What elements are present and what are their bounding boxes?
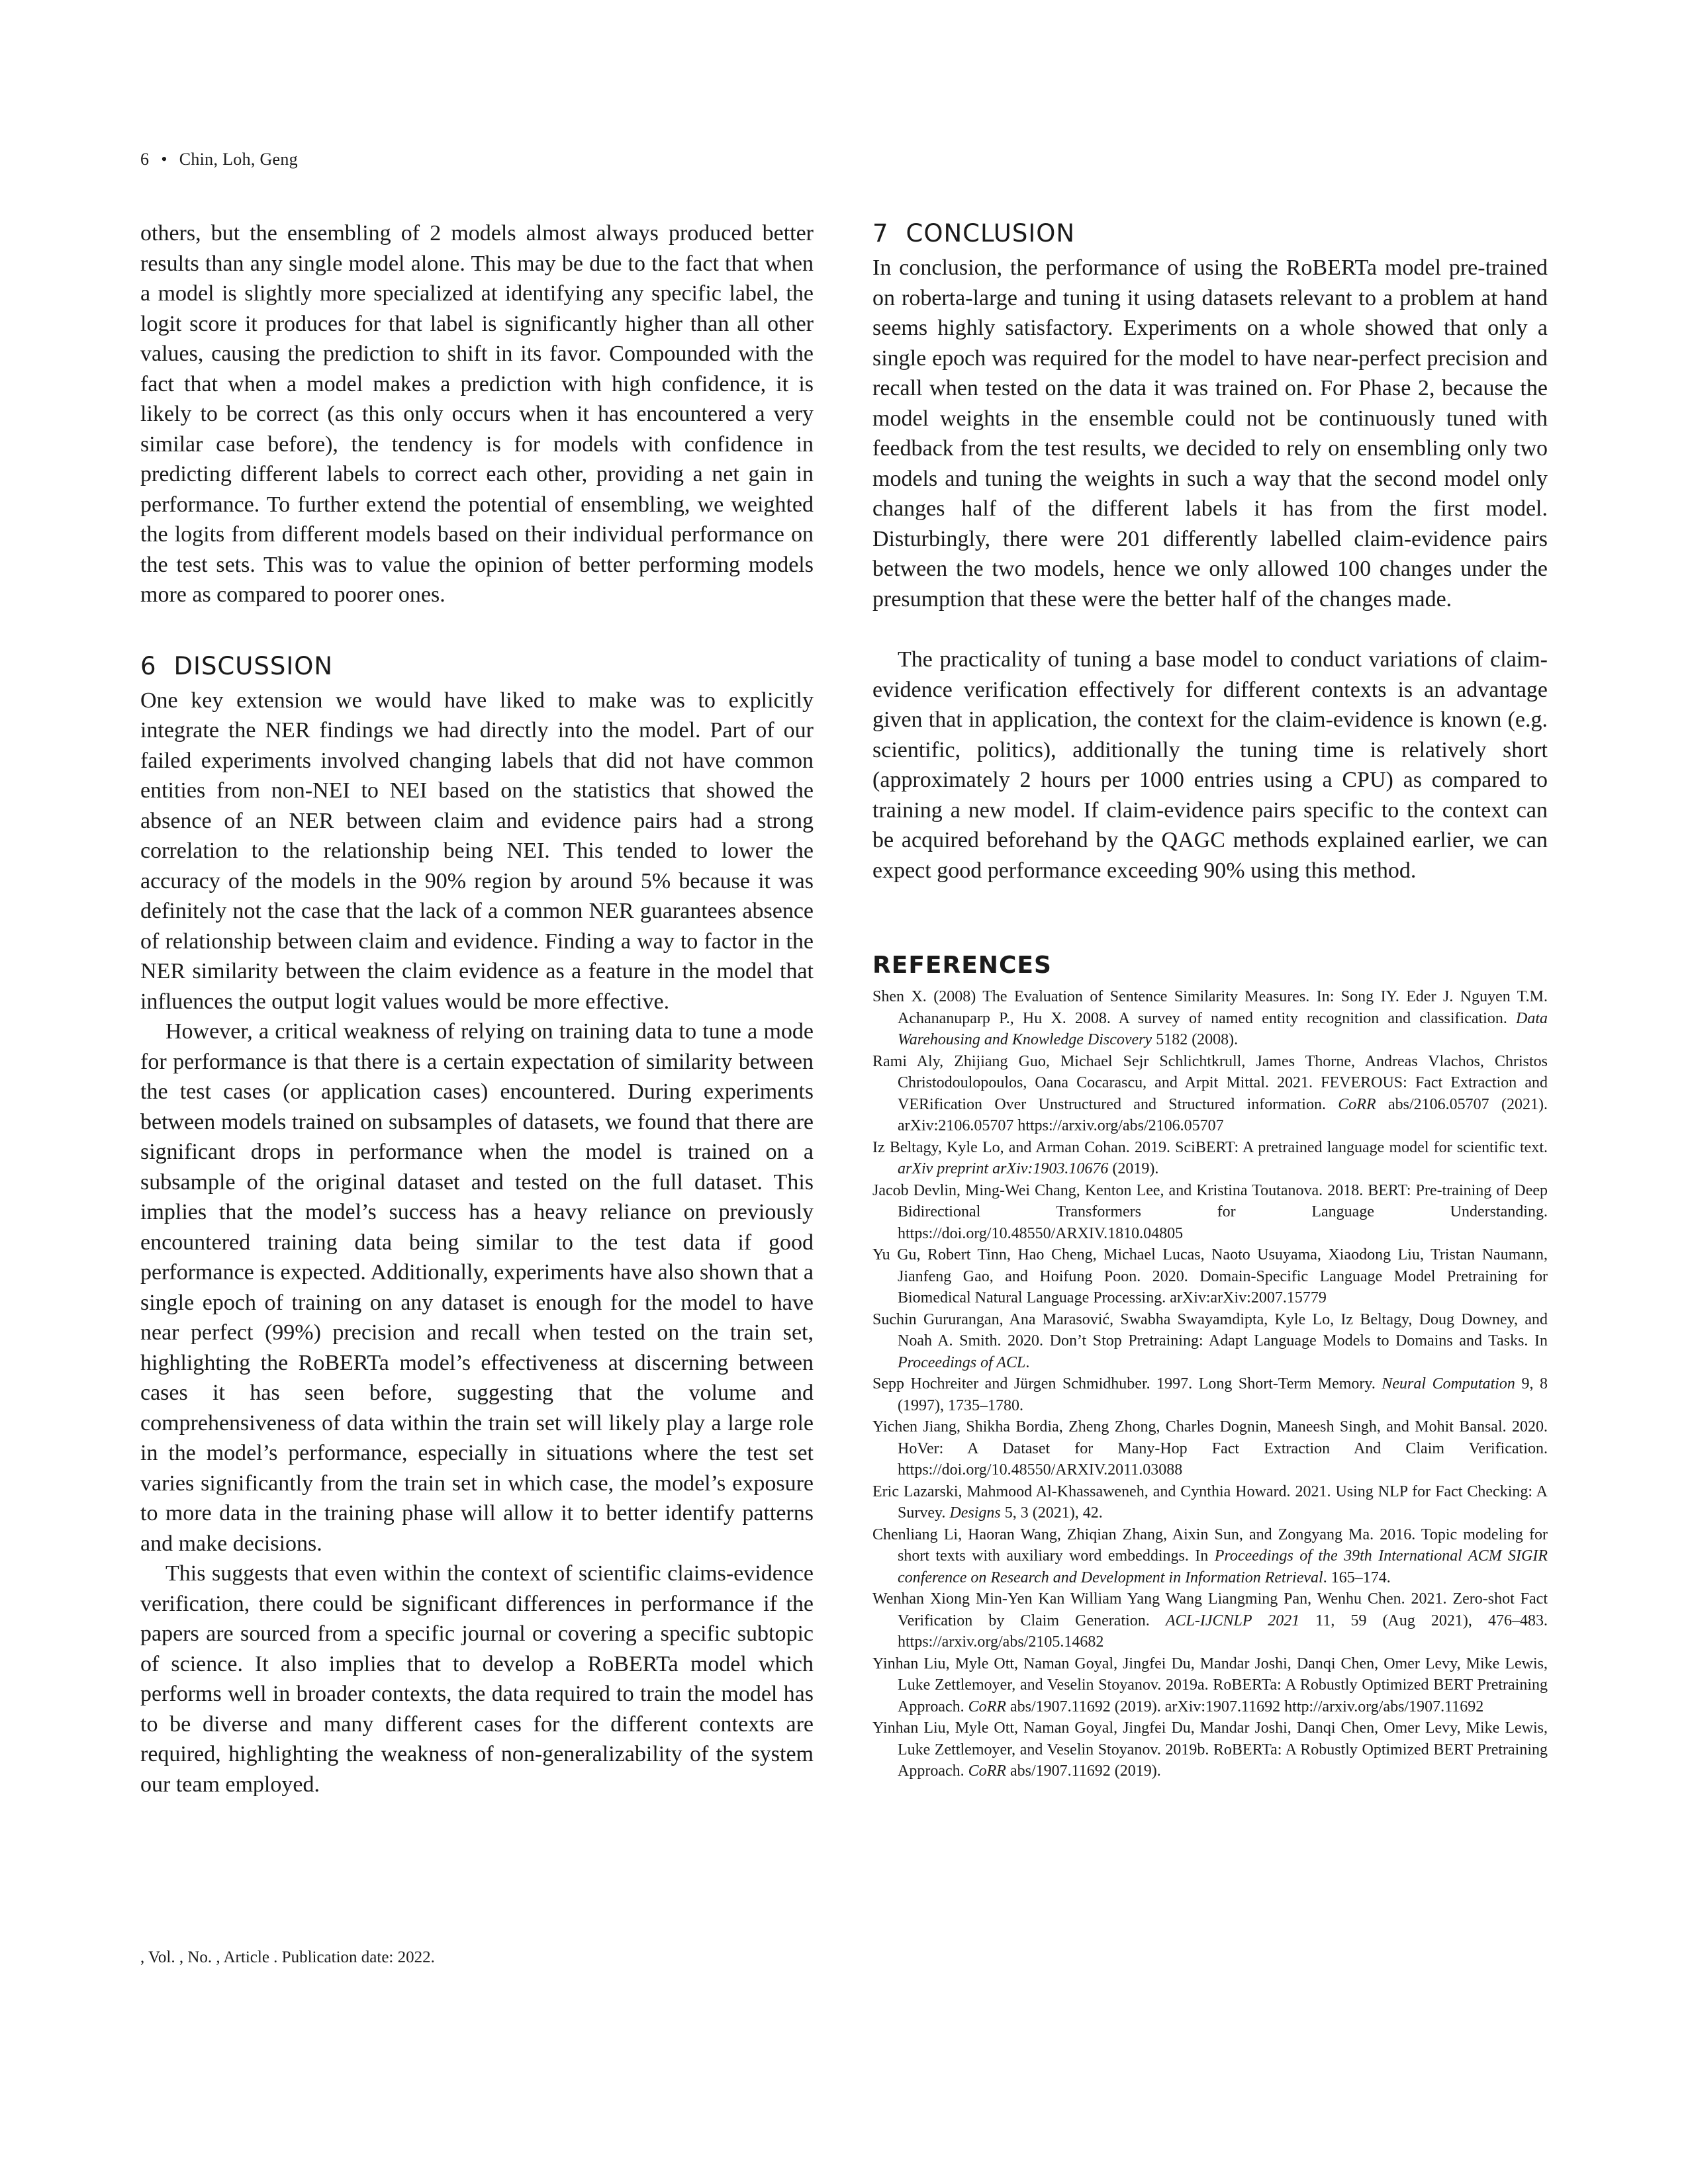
reference-item: Yu Gu, Robert Tinn, Hao Cheng, Michael Lucas, Naoto Usuyama, Xiaodong Liu, Tristan Naumann, Jianfeng Gao, and Hoifung Poon. 2020. Domain-Specific Language Model Pretraining for Biomedical Natural Language Processing. arXiv:arXiv:2007.15779 — [872, 1246, 1548, 1306]
header-authors: Chin, Loh, Geng — [179, 150, 298, 169]
reference-item: Jacob Devlin, Ming-Wei Chang, Kenton Lee, and Kristina Toutanova. 2018. BERT: Pre-training of Deep Bidirectional Transformers for Language Understanding. https://doi.org/10.48550/ARXIV.1810.04805 — [872, 1181, 1548, 1242]
page-number: 6 — [140, 150, 150, 169]
reference-item: Yinhan Liu, Myle Ott, Naman Goyal, Jingfei Du, Mandar Joshi, Danqi Chen, Omer Levy, Mike Lewis, Luke Zettlemoyer, and Veselin Stoyanov. 2019a. RoBERTa: A Robustly Optimized BERT Pretraining Approach. CoRR abs/1907.11692 (2019). arXiv:1907.11692 http://arxiv.org/abs/1907.11692 — [872, 1655, 1548, 1715]
reference-item: Yinhan Liu, Myle Ott, Naman Goyal, Jingfei Du, Mandar Joshi, Danqi Chen, Omer Levy, Mike Lewis, Luke Zettlemoyer, and Veselin Stoyanov. 2019b. RoBERTa: A Robustly Optimized BERT Pretraining Approach. CoRR abs/1907.11692 (2019). — [872, 1719, 1548, 1780]
discussion-paragraph-1: One key extension we would have liked to make was to explicitly integrate the NER findings we had directly into the model. Part of our failed experiments involved changing labels that did not have common entities from non-NEI to NEI based on the statistics that showed the absence of an NER between claim and evidence pairs had a strong correlation to the relationship being NEI. This tended to lower the accuracy of the models in the 90% region by around 5% because it was definitely not the case that the lack of a common NER guarantees absence of relationship between claim and evidence. Finding a way to factor in the NER similarity between the claim evidence as a feature in the model that influences the output logit values would be more effective. — [140, 688, 814, 1014]
discussion-title: DISCUSSION — [173, 651, 334, 680]
reference-item: Rami Aly, Zhijiang Guo, Michael Sejr Schlichtkrull, James Thorne, Andreas Vlachos, Christos Christodoulopoulos, Oana Cocarascu, and Arpit Mittal. 2021. FEVEROUS: Fact Extraction and VERification Over Unstructured and Structured information. CoRR abs/2106.05707 (2021). arXiv:2106.05707 https://arxiv.org/abs/2106.05707 — [872, 1052, 1548, 1134]
discussion-paragraph-2: However, a critical weakness of relying on training data to tune a mode for performance is that there is a certain expectation of similarity between the test cases (or application cases) encountered. During experiments between models trained on subsamples of datasets, we found that there are significant drops in performance when the model is trained on a subsample of the original dataset and tested on the full dataset. This implies that the model’s success has a heavy reliance on previously encountered training data being similar to the test data if good performance is expected. Additionally, experiments have also shown that a single epoch of training on any dataset is enough for the model to have near perfect (99%) precision and recall when tested on the train set, highlighting the RoBERTa model’s effectiveness at discerning between cases it has seen before, suggesting that the volume and comprehensiveness of data within the train set will likely play a large role in the model’s performance, especially in situations where the test set varies significantly from the train set in which case, the model’s exposure to more data in the training phase will allow it to better identify patterns and make decisions. — [140, 1019, 814, 1556]
references-list — [872, 986, 1548, 1782]
references-heading: REFERENCES — [872, 952, 1052, 979]
conclusion-paragraph-2: The practicality of tuning a base model to conduct variations of claim-evidence verification effectively for different contexts is an advantage given that in application, the context for the claim-evidence is known (e.g. scientific, politics), additionally the tuning time is relatively short (approximately 2 hours per 1000 entries using a CPU) as compared to training a new model. If claim-evidence pairs specific to the context can be acquired beforehand by the QAGC methods explained earlier, we can expect good performance exceeding 90% using this method. — [872, 647, 1548, 883]
reference-item: Chenliang Li, Haoran Wang, Zhiqian Zhang, Aixin Sun, and Zongyang Ma. 2016. Topic modeling for short texts with auxiliary word embeddings. In Proceedings of the 39th International ACM SIGIR conference on Research and Development in Information Retrieval. 165–174. — [872, 1525, 1548, 1586]
header-separator: • — [161, 150, 167, 169]
discussion-heading — [140, 651, 814, 682]
reference-item: Yichen Jiang, Shikha Bordia, Zheng Zhong, Charles Dognin, Maneesh Singh, and Mohit Bansal. 2020. HoVer: A Dataset for Many-Hop Fact Extraction And Claim Verification. https://doi.org/10.48550/ARXIV.2011.03088 — [872, 1418, 1548, 1479]
left-column — [140, 218, 814, 1799]
reference-item: Eric Lazarski, Mahmood Al-Khassaweneh, and Cynthia Howard. 2021. Using NLP for Fact Checking: A Survey. Designs 5, 3 (2021), 42. — [872, 1482, 1548, 1522]
conclusion-heading — [872, 218, 1548, 249]
publication-footer: , Vol. , No. , Article . Publication date: 2022. — [140, 1948, 435, 1966]
conclusion-paragraph-1: In conclusion, the performance of using the RoBERTa model pre-trained on roberta-large and tuning it using datasets relevant to a problem at hand seems highly satisfactory. Experiments on a whole showed that only a single epoch was required for the model to have near-perfect precision and recall when tested on the data it was trained on. For Phase 2, because the model weights in the ensemble could not be continuously tuned with feedback from the test results, we decided to rely on ensembling only two models and tuning the weights in such a way that the second model only changes half of the different labels it has from the first model. Disturbingly, there were 201 differently labelled claim-evidence pairs between the two models, hence we only allowed 100 changes under the presumption that these were the better half of the changes made. — [872, 255, 1548, 612]
reference-item: Sepp Hochreiter and Jürgen Schmidhuber. 1997. Long Short-Term Memory. Neural Computation 9, 8 (1997), 1735–1780. — [872, 1375, 1548, 1414]
reference-item: Suchin Gururangan, Ana Marasović, Swabha Swayamdipta, Kyle Lo, Iz Beltagy, Doug Downey, and Noah A. Smith. 2020. Don’t Stop Pretraining: Adapt Language Models to Domains and Tasks. In Proceedings of ACL. — [872, 1310, 1548, 1371]
discussion-paragraph-3: This suggests that even within the context of scientific claims-evidence verification, there could be significant differences in performance if the papers are sourced from a specific journal or covering a specific subtopic of science. It also implies that to develop a RoBERTa model which performs well in broader contexts, the data required to train the model has to be diverse and many different cases for the different contexts are required, highlighting the weakness of non-generalizability of the system our team employed. — [140, 1561, 814, 1797]
reference-item: Shen X. (2008) The Evaluation of Sentence Similarity Measures. In: Song IY. Eder J. Nguyen T.M. Achananuparp P., Hu X. 2008. A survey of named entity recognition and classification. Data Warehousing and Knowledge Discovery 5182 (2008). — [872, 988, 1548, 1048]
ensembling-paragraph: others, but the ensembling of 2 models almost always produced better results than any single model alone. This may be due to the fact that when a model is slightly more specialized at identifying any specific label, the logit score it produces for that label is significantly higher than all other values, causing the prediction to shift in its favor. Compounded with the fact that when a model makes a prediction with high confidence, it is likely to be correct (as this only occurs when it has encountered a very similar case before), the tendency is for models with confidence in predicting different labels to correct each other, providing a net gain in performance. To further extend the potential of ensembling, we weighted the logits from different models based on their individual performance on the test sets. This was to value the opinion of better performing models more as compared to poorer ones. — [140, 221, 814, 607]
conclusion-number: 7 — [872, 219, 889, 248]
right-column — [872, 218, 1548, 1782]
reference-item: Iz Beltagy, Kyle Lo, and Arman Cohan. 2019. SciBERT: A pretrained language model for scientific text. arXiv preprint arXiv:1903.10676 (2019). — [872, 1138, 1548, 1177]
conclusion-title: CONCLUSION — [906, 219, 1076, 248]
reference-item: Wenhan Xiong Min-Yen Kan William Yang Wang Liangming Pan, Wenhu Chen. 2021. Zero-shot Fact Verification by Claim Generation. ACL-IJCNLP 2021 11, 59 (Aug 2021), 476–483. https://arxiv.org/abs/2105.14682 — [872, 1590, 1548, 1651]
running-head — [140, 150, 298, 169]
discussion-number: 6 — [140, 651, 157, 680]
